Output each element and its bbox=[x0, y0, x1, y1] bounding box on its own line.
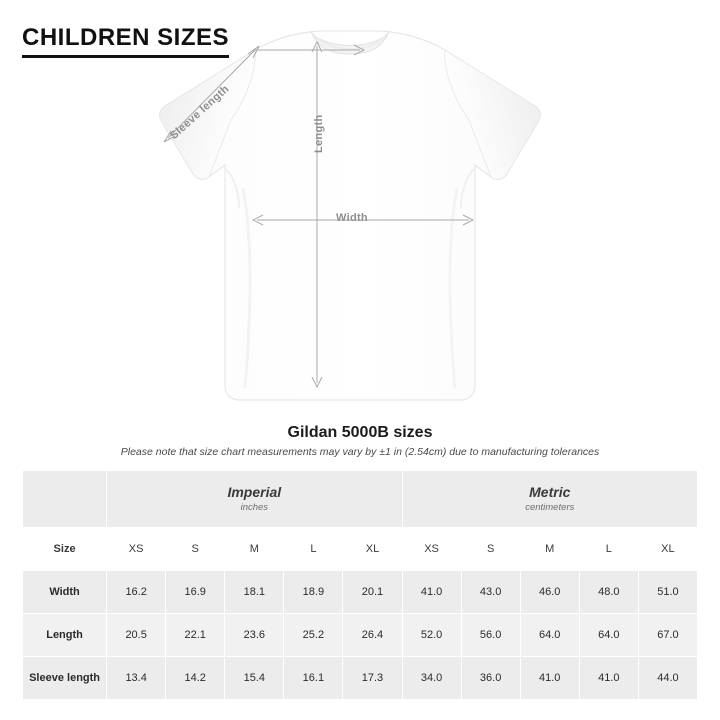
cell-sleeve-imperial-s: 14.2 bbox=[166, 657, 225, 700]
row-label-length: Length bbox=[23, 614, 107, 657]
cell-sleeve-metric-xs: 34.0 bbox=[402, 657, 461, 700]
cell-width-imperial-m: 18.1 bbox=[225, 571, 284, 614]
header-size-metric-xs: XS bbox=[402, 528, 461, 571]
cell-width-imperial-xl: 20.1 bbox=[343, 571, 402, 614]
tshirt-graphic bbox=[135, 28, 565, 428]
cell-length-imperial-xl: 26.4 bbox=[343, 614, 402, 657]
cell-width-metric-l: 48.0 bbox=[579, 571, 638, 614]
shirt-illustration bbox=[0, 8, 720, 418]
cell-width-metric-s: 43.0 bbox=[461, 571, 520, 614]
cell-length-metric-m: 64.0 bbox=[520, 614, 579, 657]
cell-length-metric-l: 64.0 bbox=[579, 614, 638, 657]
header-size-imperial-xl: XL bbox=[343, 528, 402, 571]
header-size-imperial-s: S bbox=[166, 528, 225, 571]
header-size-metric-s: S bbox=[461, 528, 520, 571]
table-row bbox=[23, 614, 698, 657]
sleeve-dimension-label: Sleeve length bbox=[168, 82, 232, 142]
chart-caption-note: Please note that size chart measurements may vary by ±1 in (2.54cm) due to manufacturing tolerances bbox=[120, 446, 600, 458]
cell-sleeve-imperial-m: 15.4 bbox=[225, 657, 284, 700]
row-label-sleeve-length: Sleeve length bbox=[23, 657, 107, 700]
length-dimension-label: Length bbox=[313, 114, 325, 153]
unit-row-spacer bbox=[23, 471, 107, 528]
page-title: CHILDREN SIZES bbox=[22, 24, 229, 58]
table-row bbox=[23, 657, 698, 700]
cell-sleeve-metric-l: 41.0 bbox=[579, 657, 638, 700]
cell-width-imperial-s: 16.9 bbox=[166, 571, 225, 614]
chart-caption-title: Gildan 5000B sizes bbox=[287, 424, 433, 441]
width-dimension-label: Width bbox=[336, 212, 368, 224]
cell-length-metric-xl: 67.0 bbox=[638, 614, 697, 657]
cell-width-metric-xl: 51.0 bbox=[638, 571, 697, 614]
cell-sleeve-imperial-xl: 17.3 bbox=[343, 657, 402, 700]
cell-sleeve-imperial-l: 16.1 bbox=[284, 657, 343, 700]
unit-group-imperial-name: Imperial bbox=[227, 484, 282, 501]
cell-sleeve-metric-m: 41.0 bbox=[520, 657, 579, 700]
unit-group-metric-sub: centimeters bbox=[525, 502, 575, 514]
header-size-imperial-m: M bbox=[225, 528, 284, 571]
unit-group-row bbox=[23, 471, 698, 528]
header-size-metric-xl: XL bbox=[638, 528, 697, 571]
unit-group-imperial bbox=[107, 471, 402, 528]
cell-sleeve-imperial-xs: 13.4 bbox=[107, 657, 166, 700]
table-row bbox=[23, 571, 698, 614]
cell-sleeve-metric-s: 36.0 bbox=[461, 657, 520, 700]
header-size-metric-l: L bbox=[579, 528, 638, 571]
header-size-label: Size bbox=[23, 528, 107, 571]
cell-length-imperial-xs: 20.5 bbox=[107, 614, 166, 657]
header-size-imperial-l: L bbox=[284, 528, 343, 571]
cell-sleeve-metric-xl: 44.0 bbox=[638, 657, 697, 700]
cell-width-imperial-xs: 16.2 bbox=[107, 571, 166, 614]
cell-length-metric-xs: 52.0 bbox=[402, 614, 461, 657]
cell-width-metric-m: 46.0 bbox=[520, 571, 579, 614]
header-size-imperial-xs: XS bbox=[107, 528, 166, 571]
unit-group-metric-name: Metric bbox=[529, 484, 571, 501]
cell-width-metric-xs: 41.0 bbox=[402, 571, 461, 614]
size-header-row bbox=[23, 528, 698, 571]
row-label-width: Width bbox=[23, 571, 107, 614]
cell-length-metric-s: 56.0 bbox=[461, 614, 520, 657]
cell-length-imperial-s: 22.1 bbox=[166, 614, 225, 657]
size-measurements-table bbox=[22, 470, 698, 700]
cell-length-imperial-m: 23.6 bbox=[225, 614, 284, 657]
cell-width-imperial-l: 18.9 bbox=[284, 571, 343, 614]
unit-group-metric bbox=[402, 471, 697, 528]
unit-group-imperial-sub: inches bbox=[240, 502, 269, 514]
header-size-metric-m: M bbox=[520, 528, 579, 571]
cell-length-imperial-l: 25.2 bbox=[284, 614, 343, 657]
